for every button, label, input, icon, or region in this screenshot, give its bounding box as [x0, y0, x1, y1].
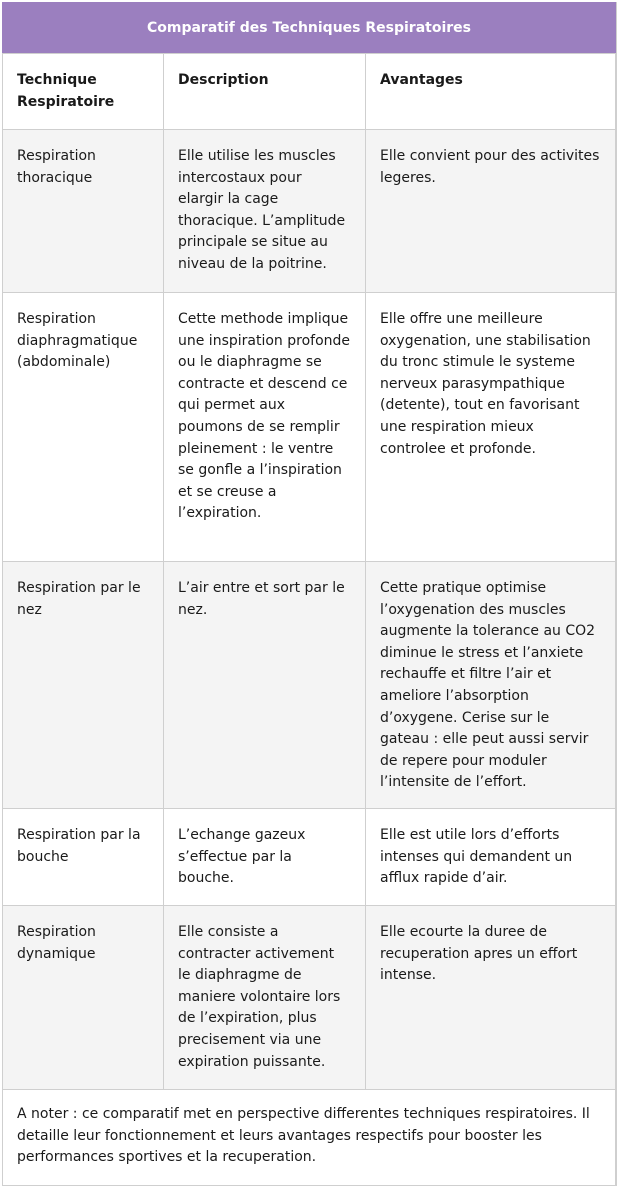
cell-description: L’echange gazeux s’effectue par la bouche.: [164, 809, 366, 906]
cell-technique: Respiration thoracique: [3, 130, 164, 293]
comparison-card: [2, 2, 617, 1186]
cell-description: Cette methode implique une inspiration profonde ou le diaphragme se contracte et descend ce qui permet aux poumons de se remplir pleinement : le ventre se gonfle a l’inspiration et se creuse a l’expiration.: [164, 293, 366, 562]
header-avantages: Avantages: [366, 54, 616, 130]
table-title: Comparatif des Techniques Respiratoires: [2, 2, 616, 53]
cell-avantages: Elle est utile lors d’efforts intenses qui demandent un afflux rapide d’air.: [366, 809, 616, 906]
cell-description: Elle consiste a contracter activement le diaphragme de maniere volontaire lors de l’expiration, plus precisement via une expiration puissante.: [164, 906, 366, 1090]
cell-avantages: Elle ecourte la duree de recuperation apres un effort intense.: [366, 906, 616, 1090]
table-row: [3, 809, 616, 906]
table-row: [3, 130, 616, 293]
header-technique: Technique Respiratoire: [3, 54, 164, 130]
cell-technique: Respiration diaphragmatique (abdominale): [3, 293, 164, 562]
cell-description: Elle utilise les muscles intercostaux pour elargir la cage thoracique. L’amplitude principale se situe au niveau de la poitrine.: [164, 130, 366, 293]
cell-technique: Respiration par la bouche: [3, 809, 164, 906]
table-row: [3, 562, 616, 809]
cell-technique: Respiration dynamique: [3, 906, 164, 1090]
table-header-row: [3, 54, 616, 130]
cell-avantages: Cette pratique optimise l’oxygenation des muscles augmente la tolerance au CO2 diminue le stress et l’anxiete rechauffe et filtre l’air et ameliore l’absorption d’oxygene. Cerise sur le gateau : elle peut aussi servir de repere pour moduler l’intensite de l’effort.: [366, 562, 616, 809]
cell-technique: Respiration par le nez: [3, 562, 164, 809]
comparison-table: [2, 53, 616, 1090]
table-row: [3, 293, 616, 562]
cell-avantages: Elle convient pour des activites legeres.: [366, 130, 616, 293]
header-description: Description: [164, 54, 366, 130]
footnote: A noter : ce comparatif met en perspective differentes techniques respiratoires. Il detaille leur fonctionnement et leurs avantages respectifs pour booster les performances sportives et la recuperation.: [2, 1090, 616, 1186]
table-row: [3, 906, 616, 1090]
cell-avantages: Elle offre une meilleure oxygenation, une stabilisation du tronc stimule le systeme nerveux parasympathique (detente), tout en favorisant une respiration mieux controlee et profonde.: [366, 293, 616, 562]
cell-description: L’air entre et sort par le nez.: [164, 562, 366, 809]
